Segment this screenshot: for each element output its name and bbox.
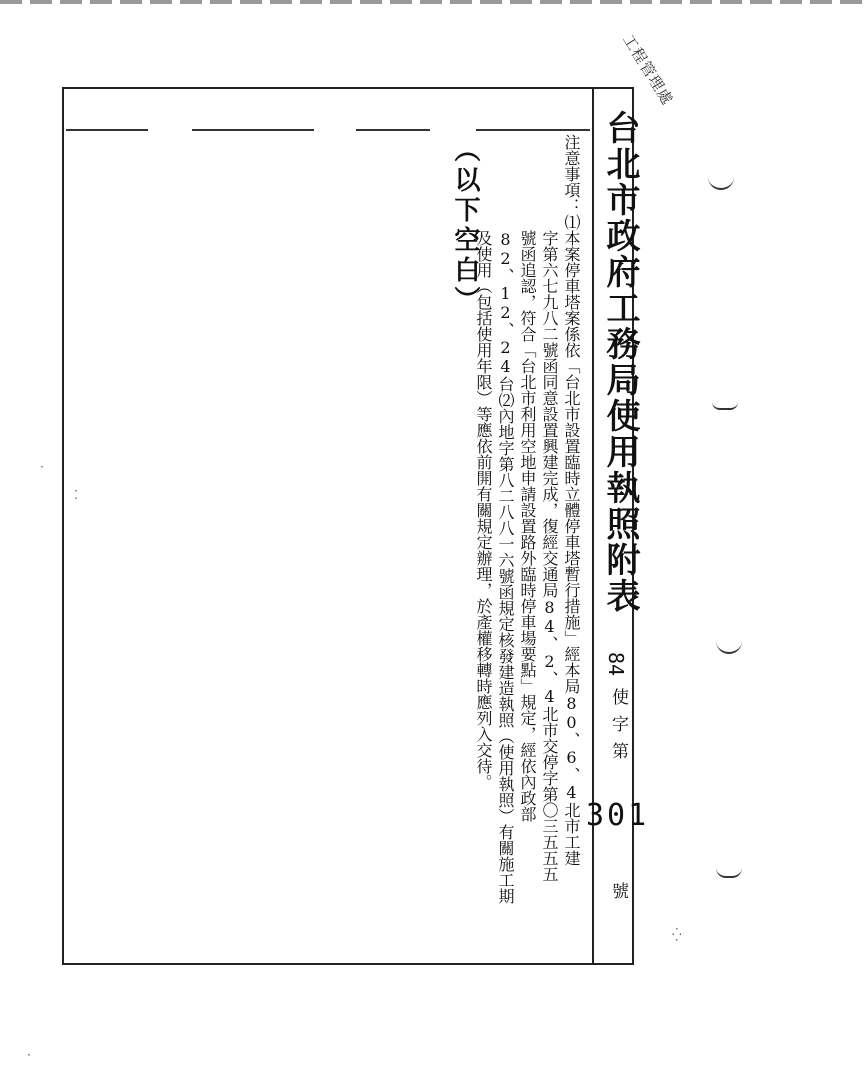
- binding-hole: [716, 640, 742, 654]
- license-suffix: 號: [608, 882, 628, 899]
- note-column-2: 字第六七九八二號函同意設置興建完成，復經交通局84、2、4北市交停字第〇三五五五: [540, 230, 559, 882]
- scan-speck: ⁛: [672, 928, 682, 942]
- top-rule: [356, 129, 430, 131]
- title-divider: [592, 87, 594, 965]
- note-column-5: 及使用（包括使用年限）等應依前開有關規定辦理，於產權移轉時應列入交待。: [474, 230, 493, 790]
- top-rule: [192, 129, 314, 131]
- binding-hole: [708, 176, 734, 190]
- binding-hole: [716, 868, 742, 878]
- scan-speck: ·: [40, 460, 44, 474]
- scan-speck: ·: [27, 1048, 31, 1062]
- top-rule: [66, 129, 148, 131]
- top-rule: [476, 129, 590, 131]
- blank-remainder-note: （以下空白）: [450, 136, 480, 316]
- license-year: 84: [604, 652, 628, 677]
- note-column-4: 82、12、24台⑵內地字第八二八八一六號函規定核發建造執照（使用執照）有關施工期: [496, 230, 515, 904]
- license-prefix: 使字第: [608, 688, 628, 769]
- scan-speck: ⁚: [74, 488, 78, 502]
- department-stamp: 工程管理處: [619, 31, 677, 109]
- license-number: 301: [586, 798, 650, 833]
- scan-top-edge: [0, 0, 864, 4]
- binding-hole: [712, 402, 738, 410]
- note-column-1: 注意事項：⑴本案停車塔案係依「台北市設置臨時立體停車塔暫行措施」經本局80、6、4北市工建: [562, 134, 581, 866]
- form-title: 台北市政府工務局使用執照附表: [600, 110, 640, 614]
- note-column-3: 號函追認，符合「台北市利用空地申請設置路外臨時停車場要點」規定，經依內政部: [518, 230, 537, 822]
